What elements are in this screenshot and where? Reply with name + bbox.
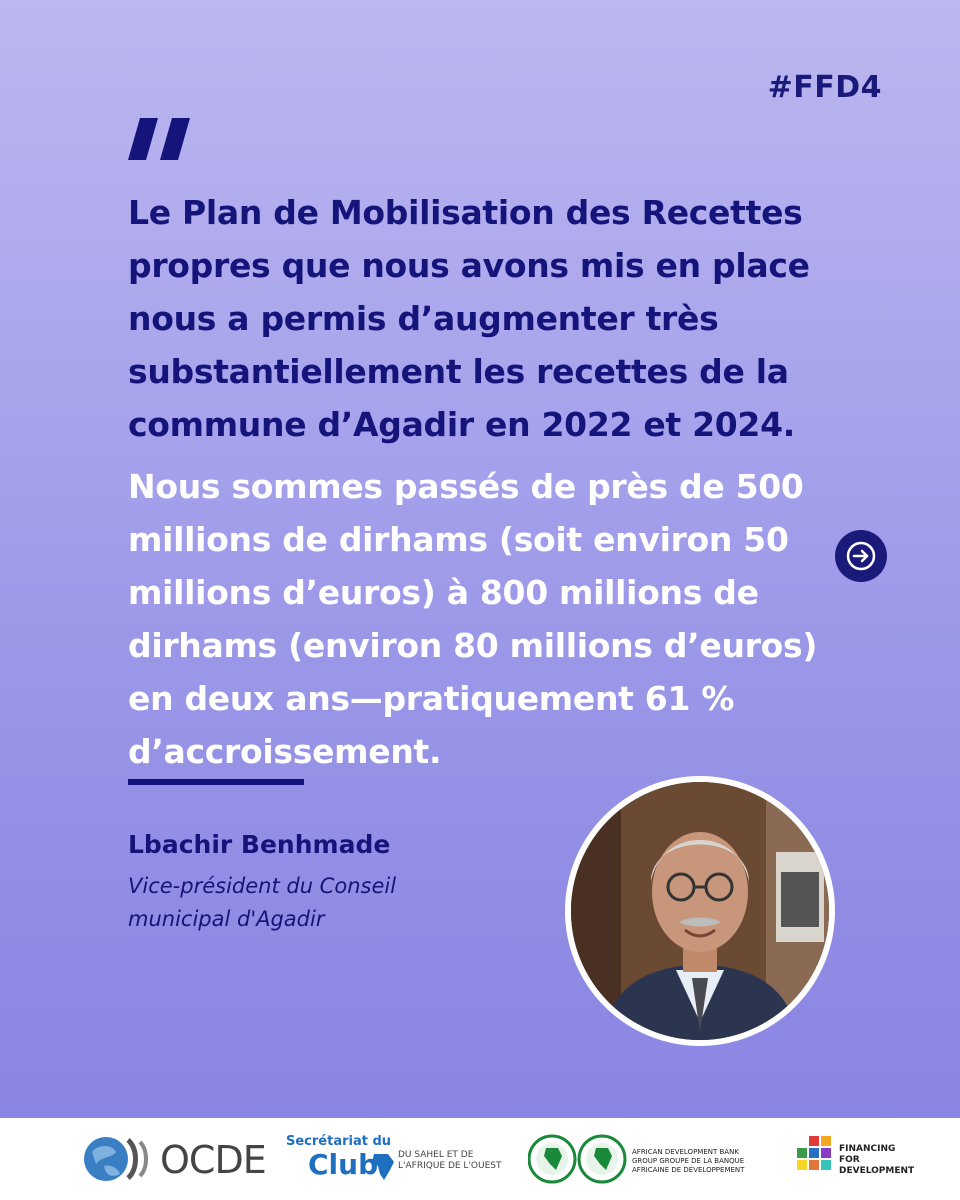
- author-role: Vice-président du Conseil municipal d'Agadir: [128, 874, 397, 931]
- africa-map-icon: [370, 1152, 396, 1182]
- quote-text-secondary: Nous sommes passés de près de 500 millions de dirhams (soit environ 50 millions d’euros) à 800 millions de dirhams (environ 80 millions d’euros) en deux ans—pratiquement 61 % d’accroissement.: [128, 467, 818, 771]
- ocde-logo: [82, 1134, 272, 1184]
- quote-text-primary: Le Plan de Mobilisation des Recettes propres que nous avons mis en place nous a permis d’augmenter très substantiellement les recettes de la commune d’Agadir en 2022 et 2024.: [128, 193, 810, 444]
- author-portrait: [565, 776, 835, 1046]
- globe-icon: [82, 1134, 154, 1184]
- author-name: Lbachir Benhmade: [128, 830, 391, 859]
- csao-club: Club: [308, 1148, 379, 1181]
- footer-logos: [0, 1118, 960, 1200]
- afdb-logo: [528, 1130, 758, 1188]
- afdb-text: AFRICAN DEVELOPMENT BANK GROUP GROUPE DE LA BANQUE AFRICAINE DE DÉVELOPPEMENT: [632, 1148, 745, 1174]
- arrow-right-icon: [846, 541, 876, 571]
- ffd4-squares-icon: [795, 1134, 835, 1178]
- csao-logo: [286, 1132, 506, 1186]
- ffd4-logo: [795, 1134, 915, 1184]
- ffd4-text: FINANCING FOR DEVELOPMENT: [839, 1144, 915, 1176]
- ocde-text: OCDE: [160, 1138, 266, 1182]
- csao-secretariat: Secrétariat du: [286, 1134, 392, 1149]
- next-slide-button[interactable]: [835, 530, 887, 582]
- csao-subtitle: DU SAHEL ET DE L'AFRIQUE DE L'OUEST: [398, 1150, 502, 1171]
- divider: [128, 779, 304, 785]
- quote-mark-icon: [128, 118, 192, 160]
- afdb-emblem-icon: [528, 1130, 628, 1188]
- portrait-illustration: [571, 782, 829, 1040]
- hashtag: #FFD4: [767, 70, 882, 105]
